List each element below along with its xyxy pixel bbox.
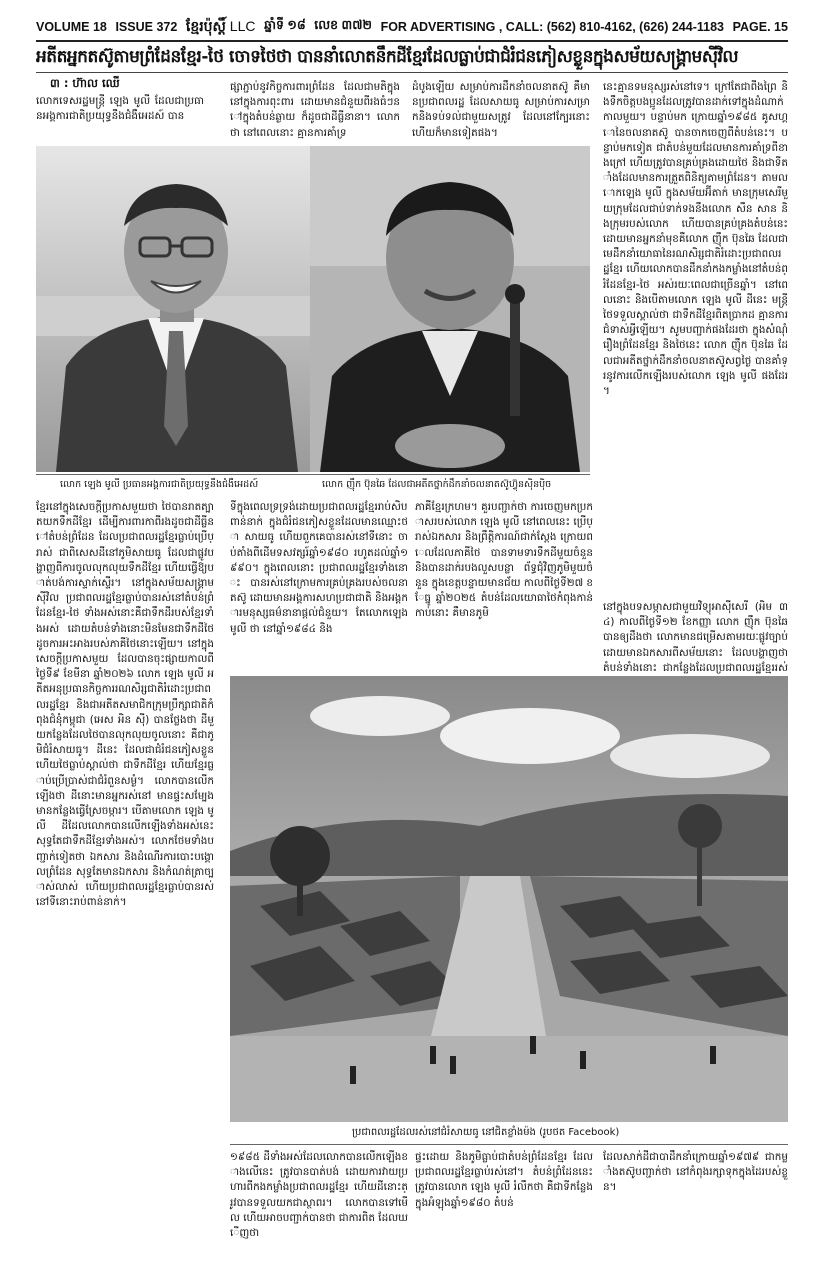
column-text-bot-3: ដែលសាក់ដីជាបាដឹកនាំក្រោយឆ្នាំ១៩៧៩ ជាកម្លាំងតស៊ូបញ្ជាក់ថា នៅកំពុងរក្សាទុកក្នុងដៃរបស់ខ្លួន។ <box>603 1151 788 1194</box>
column-text-bot-2: ផ្ទះដោយ និងភូមិធ្លាប់ជាតំបន់ព្រំដែនខ្មែរ ដែលប្រជាពលរដ្ឋខ្មែរធ្លាប់រស់នៅ។ តំបន់ព្រំដែននេះ ត្រូវបានលោក ឡេង មូលី រំលឹកថា គឺជាទីកន្លែងក្នុងអំឡុងឆ្នាំ១៩៨០ តំបន់ <box>415 1151 593 1209</box>
photo-caption-camp: ប្រជាពលរដ្ឋដែលរស់នៅជំរំសាយធូ នៅជិតខ្លាំងម៉ង (រូបថត Facebook) <box>352 1127 620 1138</box>
llc-label: LLC <box>229 17 256 34</box>
photo-leng-mouly <box>36 146 310 472</box>
paper-name: ខ្មែរប៉ុស្ដិ៍ LLC <box>185 17 256 34</box>
advertising-contact: FOR ADVERTISING , CALL: (562) 810-4162, (626) 244-1183 <box>380 20 724 34</box>
photo-caption-left: លោក ឡេង មូលី ប្រធានអង្គការជាតិប្រយុទ្ធនឹងជំងឺអេដស៍ <box>60 479 259 490</box>
column-text-top-1: លោកទេសរដ្ឋមន្ត្រី ឡេង មូលី ដែលជាប្រធានអង្គការជាតិប្រយុទ្ធនឹងជំងឺអេដស៍ បាន <box>36 95 204 123</box>
photo-nhek-bun-chhay <box>310 146 590 472</box>
column-text-mid-3: ភាគីខ្មែរក្រហម។ គួរបញ្ជាក់ថា ការចេញមកប្រកាសរបស់លោក ឡេង មូលី នៅពេលនេះ ប្រើប្រាស់ឯកសារ និងព្រឹត្តិការណ៍ជាក់ស្តែង ក្រោយពេលដែលភាគីថៃ បានទាមទារទឹកដីមួយចំនួន និងបានដាក់របងលួសបន្លា ព័ទ្ធជុំវិញភូមិមួយចំនួន ក្នុងខេត្តបន្ទាយមានជ័យ កាលពីថ្ងៃទី២៧ ខែធ្នូ ឆ្នាំ២០២៥ តំបន់ដែលយោធាថៃកំពុងកាន់កាប់នោះ គឺមានភូមិ <box>415 501 593 620</box>
year-khmer: ឆ្នាំទី ១៨ <box>264 18 306 32</box>
issue-khmer: លេខ ៣៧២ <box>314 18 372 32</box>
caption-rule-camp <box>230 1144 788 1145</box>
camp-illustration <box>230 676 788 1122</box>
byline: ៣ : ហ៊ាល ឈើ <box>50 76 120 90</box>
column-text-mid-4: នៅក្នុងបទសម្ភាសជាមួយវិទ្យុអាស៊ីសេរី (អិម ៣៤) កាលពីថ្ងៃទី១២ ខែកញ្ញា លោក ញ៉ឹក ប៊ុនឆៃ បានឲ្យដឹងថា លោកមានជម្រើសតាមរយៈផ្លូវច្បាប់ ដោយមានឯកសារពីសម័យនោះ ដែលបង្ហាញថា តំបន់ទាំងនោះ ជាកន្លែងដែលប្រជាពលរដ្ឋខ្មែររស់ <box>603 601 788 674</box>
caption-rule <box>36 474 590 475</box>
portrait-illustration <box>36 146 310 472</box>
column-text-bot-1: ១៩៨៥ ដីទាំងអស់ដែលលោកបានលើកឡើងខាងលើនេះ ត្រូវបានបាត់បង់ ដោយការវាយប្រហារពីកងកម្លាំងប្រជាពលរដ្ឋខ្មែរ ហើយដីនោះត្រូវបានទទួលយកជាស្ថាពរ។ លោកបានទៅមើល ហើយអាចបញ្ជាក់បានថា ជាការពិត ដែលឃើញថា <box>230 1151 408 1240</box>
article-headline: អតីតអ្នកតស៊ូតាមព្រំដែនខ្មែរ-ថៃ ចោទថៃថា បាននាំលោតនឹកដីខ្មែរដែលធ្លាប់ជាជំរំជនភៀសខ្លួនក្នុងសម័យសង្គ្រាមស៊ីវិល <box>36 47 739 67</box>
column-text-top-4: នេះគ្មានទមនុស្សរស់នៅទេ។ ក្រៅតែជាពីងព្រៃ និងទឹកចិត្តបងប្អូនដែលត្រូវបានដាក់ទៅក្នុងដំណាក់កាលមួយ។ បន្ទាប់មក ក្រោយឆ្នាំ១៩៨៥ គូសហ្គោនៃចលនាតស៊ូ បានចាកចេញពីតំបន់នេះ។ បន្ទាប់មកទៀត ជាតំបន់មួយដែលមានការគាំទ្រពីខាងក្រៅ ហើយត្រូវបានគ្រប់គ្រងដោយថៃ និងជាទីតាំងដែលមានការត្រួតពិនិត្យតាមព្រំដែន។ តាមលោកឡេង មូលី ក្នុងសម័យអ៊ីតាក់ មានក្រុមសេរីមួយក្រុមដែលជាប់ទាក់ទងនឹងលោក សឺន សាន និងក្រុមរបស់លោក ហើយបានគ្រប់គ្រងតំបន់នេះ ដោយមានអ្នកនាំមុខគឺលោក ញ៉ឹក ប៊ុនឆៃ ដែលជាមេដឹកនាំយោធានៃរណសិរ្សជាតិរំដោះប្រជាពលរដ្ឋខ្មែរ ហើយលោកបានដឹកនាំកងកម្លាំងនៅតំបន់ព្រំដែនខ្មែរ-ថៃ អស់រយៈពេលជាច្រើនឆ្នាំ។ នៅពេលនោះ និងបើតាមលោក ឡេង មូលី ដីនេះ មន្ត្រីថៃទទួលស្គាល់ថា ជាទឹកដីខ្មែរពិតប្រាកដ គ្មានការជំទាស់អ្វីឡើយ។ សូមបញ្ជាក់ផងដែរថា ក្នុងសំណុំរឿងព្រំដែនខ្មែរ និងថៃនេះ លោក ញ៉ឹក ប៊ុនឆៃ ដែលជាអតីតថ្នាក់ដឹកនាំចលនាតស៊ូសព្វថ្ងៃ បានគាំទ្រនូវការលើកឡើងរបស់លោក ឡេង មូលី ផងដែរ។ <box>603 81 788 398</box>
column-text-mid-1: ខ្មែរនៅក្នុងសេចក្តីប្រកាសមួយថា ថៃបានរាតត្បាតយកទឹកដីខ្មែរ ដើម្បីការពារកាពីរងដូចជាដីធ្លីនៅតំបន់ព្រំដែន ដែលប្រជាពលរដ្ឋខ្មែរធ្លាប់ប្រើប្រាស់ ជាពិសេសដីនៅភូមិសាយធូ ដែលជាផ្លូវបង្ហាញពីការចូលលុកលុយទឹកដីខ្មែរ ហើយធ្វើឱ្យបាត់បង់ការស្ទាក់ស្ទើរ។ នៅក្នុងសម័យសង្គ្រាមស៊ីវិល ប្រជាពលរដ្ឋខ្មែរធ្លាប់បានរស់នៅតំបន់ព្រំដែនខ្មែរ-ថៃ ទាំងអស់នោះគឺជាទឹកដីរបស់ខ្មែរទាំងអស់ ដោយតំបន់ទាំងនោះមិនមែនជាទឹកដីថៃ ដូចការអះអាងរបស់ភាគីថៃនោះឡើយ។ នៅក្នុងសេចក្តីប្រកាសមួយ ដែលបានចុះផ្សាយកាលពីថ្ងៃទី៩ ខែមីនា ឆ្នាំ២០២៦ លោក ឡេង មូលី អតីតអនុប្រធានកិច្ចការរណសិរ្សជាតិរំដោះប្រជាពលរដ្ឋខ្មែរ និងជាអតីតសមាជិកក្រុមប្រឹក្សាជាតិកំពុងជំនុំកម្ពុជា (អេស អិន ស៊ី) បានថ្លែងថា ដីមួយកន្លែងដែលថៃបានលុកលុយចូលនោះ គឺជាភូមិជំរំសាយធូ។ ដីនេះ ដែលជាជំរំជនភៀសខ្លួន ហើយថៃធ្លាប់ស្គាល់ថា ជាទឹកដីខ្មែរ ហើយខ្មែរធ្លាប់ប្រើប្រាស់ជាជំរំពួនសម្ងំ។ លោកបានលើកឡើងថា ដីនោះមានអ្នករស់នៅ មានផ្ទះសម្បែង មានកន្លែងធ្វើស្រែចម្ការ។ បើតាមលោក ឡេង មូលី ដីដែលលោកបានលើកឡើងទាំងអស់នេះ សុទ្ធតែជាទឹកដីខ្មែរទាំងអស់។ លោកថែមទាំងបញ្ជាក់ទៀតថា ឯកសារ និងដំណើរការបោះបង្គោលព្រំដែន សុទ្ធតែមានឯកសារ និងកំណត់ត្រាច្បាស់លាស់ ហើយប្រជាពលរដ្ឋខ្មែរធ្លាប់បានរស់នៅទីនោះរាប់ពាន់នាក់។ <box>36 501 214 909</box>
headline-rule <box>36 72 788 73</box>
photo-refugee-camp <box>230 676 788 1122</box>
masthead <box>36 16 788 38</box>
column-text-mid-2: ទីក្នុងពេលទ្រទ្រង់ដោយប្រជាពលរដ្ឋខ្មែររាប់សិបពាន់នាក់ ក្នុងជំរំជនភៀសខ្លួនដែលមានឈ្មោះថា សាយធូ ហើយពួកគេបានរស់នៅទីនោះ ចាប់តាំងពីដើមទសវត្សរ៍ឆ្នាំ១៩៨០ រហូតដល់ឆ្នាំ១៩៩០។ ក្នុងពេលនោះ ប្រជាពលរដ្ឋខ្មែរទាំងនោះ បានរស់នៅក្រោមការគ្រប់គ្រងរបស់ចលនាតស៊ូ ដោយមានអង្គការសហប្រជាជាតិ និងអង្គការមនុស្សធម៌នានាផ្តល់ជំនួយ។ តែលោកឡេង មូលី ថា នៅឆ្នាំ១៩៨៤ និង <box>230 501 408 635</box>
photo-caption-right: លោក ញ៉ឹក ប៊ុនឆៃ ដែលជាអតីតថ្នាក់ដឹកនាំចលនាតស៊ូហ៊្វុនស៊ិនប៉ិច <box>322 479 552 490</box>
portrait-illustration <box>310 146 590 472</box>
column-text-top-2: ផ្សាភ្ជាប់នូវកិច្ចការពារព្រំដែន ដែលជាមតិក្នុងនៅក្នុងការពុះពារ ដោយមានជំនួយពីរងធំៗនៅក្នុងតំបន់ឆ្ងាយ ក៏ដូចជាដីធ្លីនានា។ លោកថា នៅពេលនោះ គ្មានការគាំទ្រ <box>230 81 400 139</box>
volume-label: VOLUME 18 <box>36 20 107 34</box>
page-number: PAGE. 15 <box>732 20 788 34</box>
column-text-top-3: ដំបូងឡើយ សម្រាប់ការដឹកនាំចលនាតស៊ូ គឺមានប្រជាពលរដ្ឋ ដែលសាយធូ សម្រាប់ការសម្រាកនិងទប់ទល់ជាមួយសត្រូវ ដែលនៅក្បែរនោះ ហើយក៏មានទៀតផង។ <box>412 81 590 139</box>
issue-label: ISSUE 372 <box>115 20 178 34</box>
